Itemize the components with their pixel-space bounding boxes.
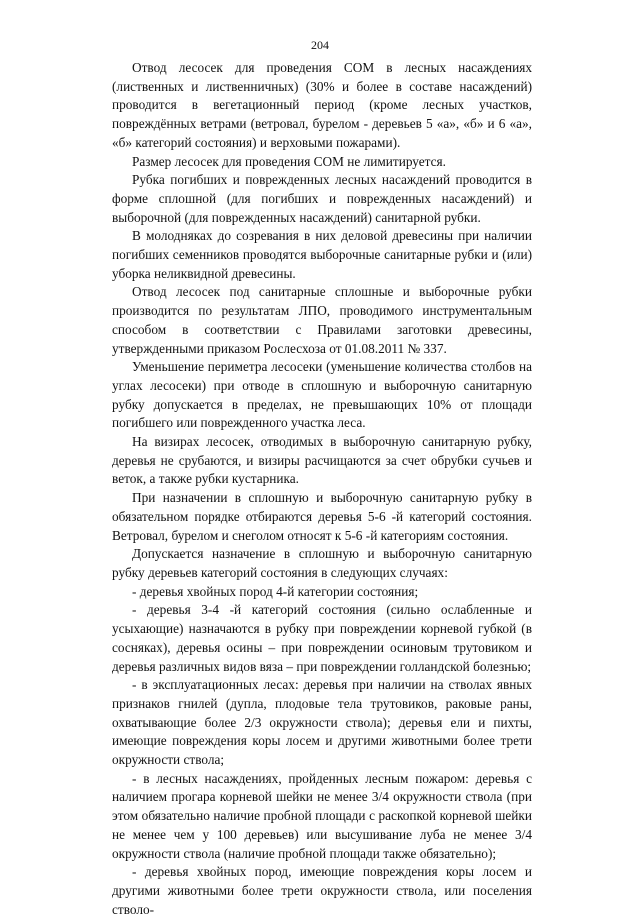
list-item-bark-damage: - деревья хвойных пород, имеющие повреждения коры лосем и другими животными более трети окружности ствола, или поселения стволо- — [112, 864, 532, 917]
paragraph-young-stands: В молодняках до созревания в них деловой древесины при наличии погибших семенников проводятся выборочные санитарные рубки и (или) уборка неликвидной древесины. — [112, 228, 532, 281]
paragraph-perimeter-reduction: Уменьшение периметра лесосеки (уменьшение количества столбов на углах лесосеки) при отводе в сплошную и выборочную санитарную рубку допускается в пределах, не превышающих 10% от площади погибшего или поврежденного участка леса. — [112, 359, 532, 431]
paragraph-som-size: Размер лесосек для проведения СОМ не лимитируется. — [132, 153, 447, 169]
list-item-root-fungus: - деревья 3-4 -й категорий состояния (сильно ослабленные и усыхающие) назначаются в рубку при повреждении корневой губкой (в сосняках), деревья осины – при повреждении осиновым трутовиком и деревья различных видов вяза – при повреждении голландской болезнью; — [112, 602, 532, 674]
document-body — [112, 59, 532, 919]
paragraph-permitted-cases: Допускается назначение в сплошную и выборочную санитарную рубку деревьев категорий состояния в следующих случаях: — [112, 546, 532, 580]
paragraph-felling-form: Рубка погибших и поврежденных лесных насаждений проводится в форме сплошной (для погибших и поврежденных насаждений) и выборочной (для поврежденных насаждений) санитарной рубки. — [112, 172, 532, 225]
list-item-exploitation-forests: - в эксплуатационных лесах: деревья при наличии на стволах явных признаков гнилей (дупла, плодовые тела трутовиков, раковые раны, охватывающие более 2/3 окружности ствола); деревья ели и пихты, имеющие повреждения коры лосем и другими животными более трети окружности ствола; — [112, 677, 532, 768]
list-item-conifers: - деревья хвойных пород 4-й категории состояния; — [132, 583, 419, 599]
page-number: 204 — [311, 38, 329, 52]
paragraph-som-allotment: Отвод лесосек для проведения СОМ в лесных насаждениях (лиственных и лиственничных) (30% и более в составе насаждений) проводится в вегетационный период (кроме лесных участков, повреждённых ветрами (ветровал, бурелом - деревьев 5 «а», «б» и 6 «а», «б» категорий состояния) и верховыми пожарами). — [112, 60, 532, 150]
paragraph-sight-lines: На визирах лесосек, отводимых в выборочную санитарную рубку, деревья не срубаются, и визиры расчищаются за счет обрубки сучьев и веток, а также рубки кустарника. — [112, 434, 532, 487]
paragraph-mandatory-selection: При назначении в сплошную и выборочную санитарную рубку в обязательном порядке отбираются деревья 5-6 -й категорий состояния. Ветровал, бурелом и снеголом относят к 5-6 -й категориям состояния. — [112, 490, 532, 543]
paragraph-allotment-lpo: Отвод лесосек под санитарные сплошные и выборочные рубки производится по результатам ЛПО, проводимого инструментальным способом в соответствии с Правилами заготовки древесины, утвержденными приказом Рослесхоза от 01.08.2011 № 337. — [112, 284, 532, 356]
list-item-fire-damaged: - в лесных насаждениях, пройденных лесным пожаром: деревья с наличием прогара корневой шейки не менее 3/4 окружности ствола (при этом обязательно наличие пробной площади с раскопкой корневой шейки не менее чем у 100 деревьев) или высушивание луба не менее 3/4 окружности ствола (наличие пробной площади также обязательно); — [112, 770, 532, 861]
